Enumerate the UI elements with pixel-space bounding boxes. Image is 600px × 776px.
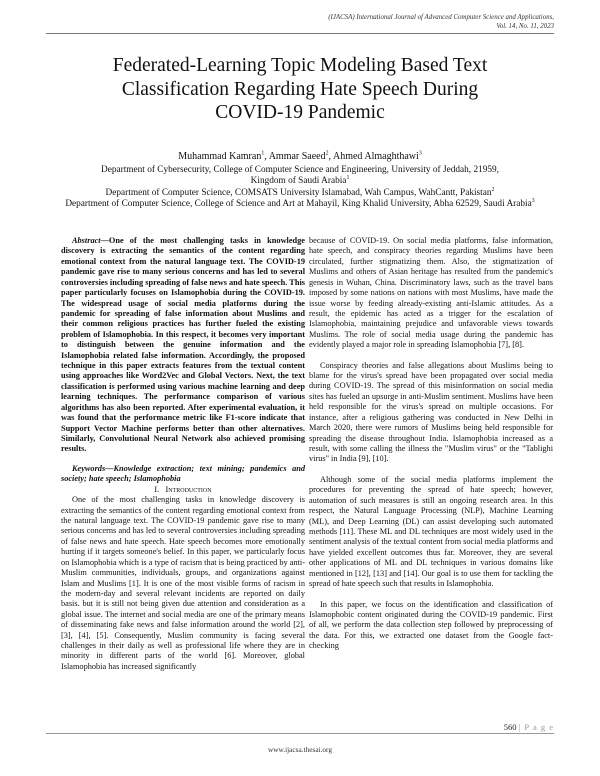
intro-paragraph-3: Conspiracy theories and false allegations about Muslims being to blame for the virus's spread have been propagated over social media during COVID-19. The spread of this misinformation on social media sites has fueled an upsurge in anti-Muslim sentiment. Muslims have been held responsible for the virus's spread on multiple occasions. For instance, after a religious gathering was conducted in New Delhi in March 2020, there were rumors of Muslims being held responsible for spreading the disease throughout India. Islamophobia increased as a result, with some calling the illness the "Muslim virus" or the "Tablighi virus" in India [9], [10].	[309, 360, 553, 464]
page-label: | P a g e	[518, 722, 554, 732]
affiliation-mark: 1	[346, 175, 350, 182]
affiliation-2-text: Department of Computer Science, COMSATS University Islamabad, Wah Campus, WahCantt, Pakistan	[105, 187, 492, 198]
journal-header	[134, 13, 554, 32]
abstract-text: One of the most challenging tasks in knowledge discovery is extracting the semantics of the content regarding emotional context from the natural language text. The COVID-19 pandemic gave rise to many serious concerns and has led to several controversies including spreading of false news and hate speech. This paper particularly focuses on Islamophobia during the COVID-19. The widespread usage of social media platforms during the pandemic for spreading of false information about Muslims and their common religious practices has further fueled the existing problem of Islamophobia. In this respect, it becomes very important to distinguish between the genuine information and the Islamophobia related false information. Accordingly, the proposed technique in this paper extracts features from the textual content using approaches like Word2Vec and Global Vectors. Next, the text classification is performed using various machine learning and deep learning techniques. The performance comparison of various algorithms has also been reported. After experimental evaluation, it was found that the performance metric like F1-score indicate that Support Vector Machine performs better than other alternatives. Similarly, Convolutional Neural Network also achieved promising results.	[61, 236, 305, 454]
header-rule	[46, 33, 554, 34]
affiliation-3-text: Department of Computer Science, College of Science and Art at Mahayil, King Khalid University, Abha 62529, Saudi Arabia	[65, 199, 532, 210]
author-affiliation-mark: 1	[261, 150, 265, 157]
title-line-1: Federated-Learning Topic Modeling Based Text	[112, 55, 488, 76]
author-affiliation-mark: 2	[325, 150, 329, 157]
affiliation-1-country-text: Kingdom of Saudi Arabia	[250, 176, 347, 187]
author-name: Ahmed Almaghthawi	[332, 151, 419, 162]
abstract	[61, 236, 305, 455]
affiliation-3	[40, 199, 560, 211]
paper-title	[50, 54, 550, 125]
affiliation-1: Department of Cybersecurity, College of Computer Science and Engineering, University of Jeddah, 21959,	[100, 164, 500, 175]
intro-paragraph-1: One of the most challenging tasks in knowledge discovery is extracting the semantics of the content regarding emotional context from the natural language text. The COVID-19 pandemic gave rise to many serious concerns and has led to several controversies including spreading of false news and hate speech. Hate speech becomes more emotionally hurting if it targets someone's belief. In this paper, we particularly focus on Islamophobia which is a type of racism that is being practiced by anti-Muslim communities, individuals, groups, and organizations against Islam and Muslims [1]. It is one of the most visible forms of racism in the modern-day and several relevant incidents are reported on daily basis. but it is still not being given due attention and consideration as a global issue. The internet and social media are one of the primary means of disseminating fake news and false information around the world [2], [3], [4], [5]. Consequently, Muslim community is facing several challenges in their daily as well as professional life where they are in minority in different parts of the world [6]. Moreover, global Islamophobia has increased significantly	[61, 495, 305, 671]
page-number	[504, 722, 554, 732]
author-affiliation-mark: 3	[418, 150, 422, 157]
right-column	[309, 236, 553, 652]
left-column	[61, 236, 305, 672]
abstract-label: Abstract—	[72, 236, 109, 245]
footer-rule	[46, 733, 554, 734]
title-line-3: COVID-19 Pandemic	[215, 102, 385, 123]
affiliation-2	[40, 188, 560, 200]
journal-volume: Vol. 14, No. 11, 2023	[496, 23, 554, 31]
journal-name: (IJACSA) International Journal of Advanced Computer Science and Applications,	[328, 14, 554, 21]
intro-paragraph-2: because of COVID-19. On social media platforms, false information, hate speech, and conspiracy theories regarding Muslims have been circulated, further stigmatizing them. Also, the stigmatization of Muslims and others of Asian heritage has resulted from the pandemic's genesis in Wuhan, China. Discriminatory laws, such as the travel bans imposed by some nations on nations with most Muslims, have made the issue worse by feeding already-existing anti-Islamic attitudes. As a result, the epidemic has acted as a trigger for the escalation of Islamophobia, maintaining prejudice and unfavorable views towards Muslims. The role of social media usage during the pandemic has evidently played a major role in spreading Islamophobia [7], [8].	[309, 236, 553, 350]
author-name: Ammar Saeed	[268, 151, 326, 162]
author-names: Muhammad Kamran$^1$, Ammar Saeed$^2$, Ahmed Almaghthawi$^3$	[178, 150, 422, 162]
title-line-2: Classification Regarding Hate Speech During	[121, 78, 479, 100]
section-heading	[61, 485, 305, 495]
author-name: Muhammad Kamran	[178, 151, 262, 162]
keywords: Keywords—Knowledge extraction; text mining; pandemics and society; hate speech; Islamophobia	[61, 463, 305, 484]
section-title: Introduction	[165, 484, 212, 494]
page-number-value: 560	[503, 722, 517, 732]
intro-paragraph-4: Although some of the social media platforms implement the procedures for preventing the spread of hate speech; however, automation of such measures is still an ongoing research area. In this respect, the Natural Language Processing (NLP), Machine Learning (ML), and Deep Learning (DL) can assist developing such automated methods [11]. These ML and DL techniques are most widely used in the sentiment analysis of the textual content from social media platforms and have yielded excellent outcomes thus far. Moreover, they are several other applications of ML and DL techniques in various domains like mentioned in [12], [13] and [14]. Our goal is to use them for tackling the spread of hate speech such that results in Islamophobia.	[309, 474, 553, 589]
affiliation-mark: 2	[491, 186, 495, 193]
affiliation-mark: 3	[531, 198, 535, 205]
intro-paragraph-5: In this paper, we focus on the identification and classification of Islamophobic content originated during the COVID-19 pandemic. First of all, we perform the data collection step followed by preprocessing of the data. For this, we extracted one dataset from the Google fact-checking	[309, 599, 553, 651]
section-number: I.	[154, 484, 160, 494]
affiliation-1-country	[40, 176, 560, 188]
author-block	[40, 151, 560, 211]
footer-url[interactable]: www.ijacsa.thesai.org	[267, 745, 333, 754]
